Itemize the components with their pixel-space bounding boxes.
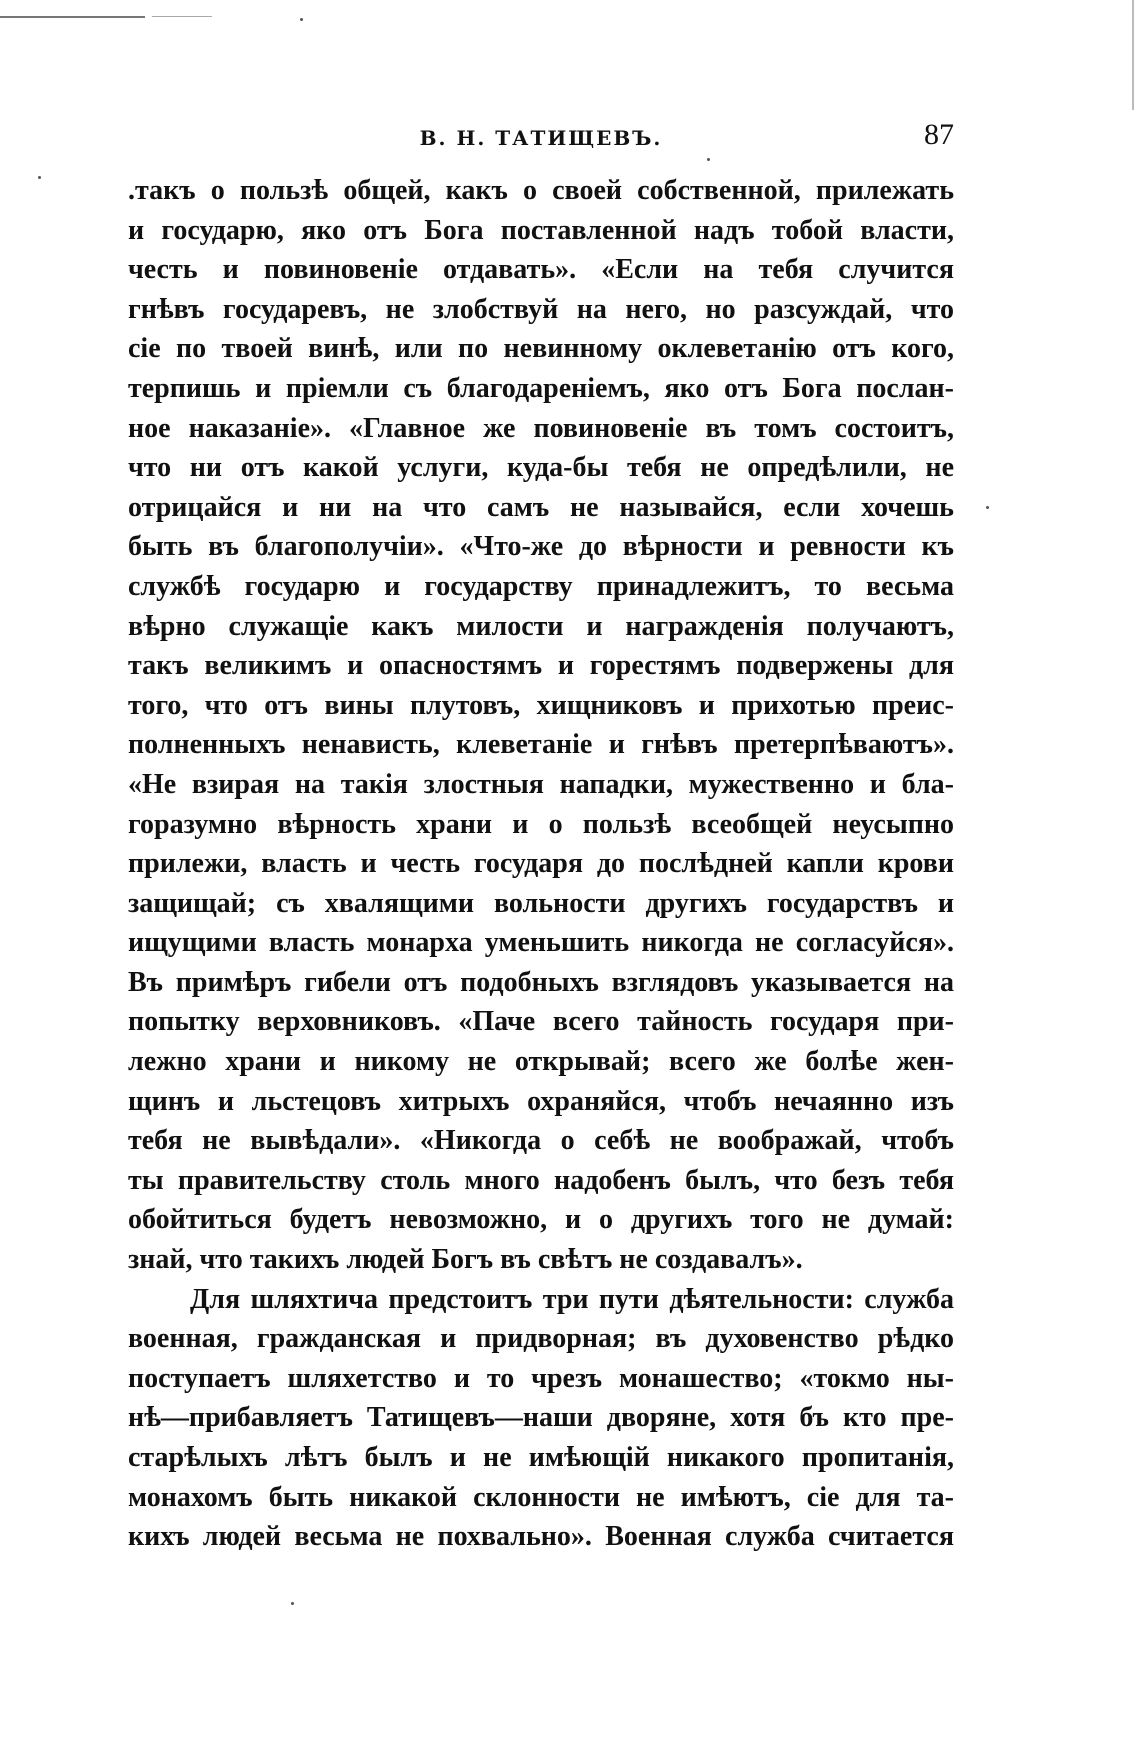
text-line: ты правительству столь много надобенъ былъ, что безъ тебя bbox=[128, 1164, 954, 1196]
text-line: того, что отъ вины плутовъ, хищниковъ и прихотью преис- bbox=[128, 689, 954, 721]
text-line: что ни отъ какой услуги, куда-бы тебя не опредѣлили, не bbox=[128, 452, 954, 484]
scan-speck bbox=[986, 506, 989, 509]
scan-speck bbox=[707, 158, 710, 161]
text-line: вѣрно служащіе какъ милости и награжденія получаютъ, bbox=[128, 610, 954, 642]
text-line: ищущими власть монарха уменьшить никогда не согласуйся». bbox=[128, 927, 954, 959]
text-line: попытку верховниковъ. «Паче всего тайность государя при- bbox=[128, 1006, 954, 1038]
text-line: лежно храни и никому не открывай; всего же болѣе жен- bbox=[128, 1046, 954, 1078]
text-line: гнѣвъ государевъ, не злобствуй на него, но разсуждай, что bbox=[128, 293, 954, 325]
scan-right-edge bbox=[1132, 0, 1134, 110]
paragraph bbox=[128, 171, 954, 1280]
text-line: .такъ о пользѣ общей, какъ о своей собственной, прилежать bbox=[128, 175, 954, 206]
page-body bbox=[128, 171, 954, 1557]
scan-speck bbox=[291, 1602, 294, 1605]
text-line: военная, гражданская и придворная; въ духовенство рѣдко bbox=[128, 1323, 954, 1355]
text-line: сіе по твоей винѣ, или по невинному оклеветанію отъ кого, bbox=[128, 333, 954, 365]
text-line: монахомъ быть никакой склонности не имѣютъ, сіе для та- bbox=[128, 1481, 954, 1513]
text-line: терпишь и пріемли съ благодареніемъ, яко отъ Бога послан- bbox=[128, 372, 954, 404]
text-line: ное наказаніе». «Главное же повиновеніе въ томъ состоитъ, bbox=[128, 412, 954, 444]
text-line: и государю, яко отъ Бога поставленной надъ тобой власти, bbox=[128, 214, 954, 246]
text-line: службѣ государю и государству принадлежитъ, то весьма bbox=[128, 570, 954, 602]
text-line: прилежи, власть и честь государя до послѣдней капли крови bbox=[128, 848, 954, 880]
running-title: В. Н. ТАТИЩЕВЪ. bbox=[419, 126, 663, 150]
text-line: поступаетъ шляхетство и то чрезъ монашество; «токмо ны- bbox=[128, 1362, 954, 1394]
text-line: честь и повиновеніе отдавать». «Если на тебя случится bbox=[128, 254, 954, 286]
paragraph bbox=[128, 1280, 954, 1557]
text-line: знай, что такихъ людей Богъ въ свѣтъ не создавалъ». bbox=[128, 1244, 803, 1276]
scan-edge-mark bbox=[152, 16, 212, 17]
text-line: защищай; съ хвалящими вольности другихъ государствъ и bbox=[128, 887, 954, 919]
scan-speck bbox=[300, 18, 303, 21]
text-line: отрицайся и ни на что самъ не называйся, если хочешь bbox=[128, 491, 954, 523]
text-line: тебя не вывѣдали». «Никогда о себѣ не воображай, чтобъ bbox=[128, 1125, 954, 1157]
text-line: щинъ и льстецовъ хитрыхъ охраняйся, чтобъ нечаянно изъ bbox=[128, 1085, 954, 1117]
page-header bbox=[128, 118, 954, 158]
text-line: обойтиться будетъ невозможно, и о другихъ того не думай: bbox=[128, 1204, 954, 1236]
text-line: горазумно вѣрность храни и о пользѣ всеобщей неусыпно bbox=[128, 808, 954, 840]
text-line: Въ примѣръ гибели отъ подобныхъ взглядовъ указывается на bbox=[128, 966, 954, 998]
text-line: полненныхъ ненависть, клеветаніе и гнѣвъ претерпѣваютъ». bbox=[128, 729, 954, 761]
text-line: Для шляхтича предстоитъ три пути дѣятельности: служба bbox=[190, 1283, 954, 1315]
text-line: такъ великимъ и опасностямъ и горестямъ подвержены для bbox=[128, 650, 954, 682]
page-number: 87 bbox=[924, 118, 954, 151]
text-line: «Не взирая на такія злостныя нападки, мужественно и бла- bbox=[128, 768, 954, 800]
scan-edge-rule bbox=[0, 16, 145, 18]
scan-speck bbox=[38, 176, 41, 179]
text-line: нѣ—прибавляетъ Татищевъ—наши дворяне, хотя бъ кто пре- bbox=[128, 1402, 954, 1434]
text-line: старѣлыхъ лѣтъ былъ и не имѣющій никакого пропитанія, bbox=[128, 1442, 954, 1473]
text-line: быть въ благополучіи». «Что-же до вѣрности и ревности къ bbox=[128, 531, 954, 563]
text-line: кихъ людей весьма не похвально». Военная служба считается bbox=[128, 1521, 954, 1553]
